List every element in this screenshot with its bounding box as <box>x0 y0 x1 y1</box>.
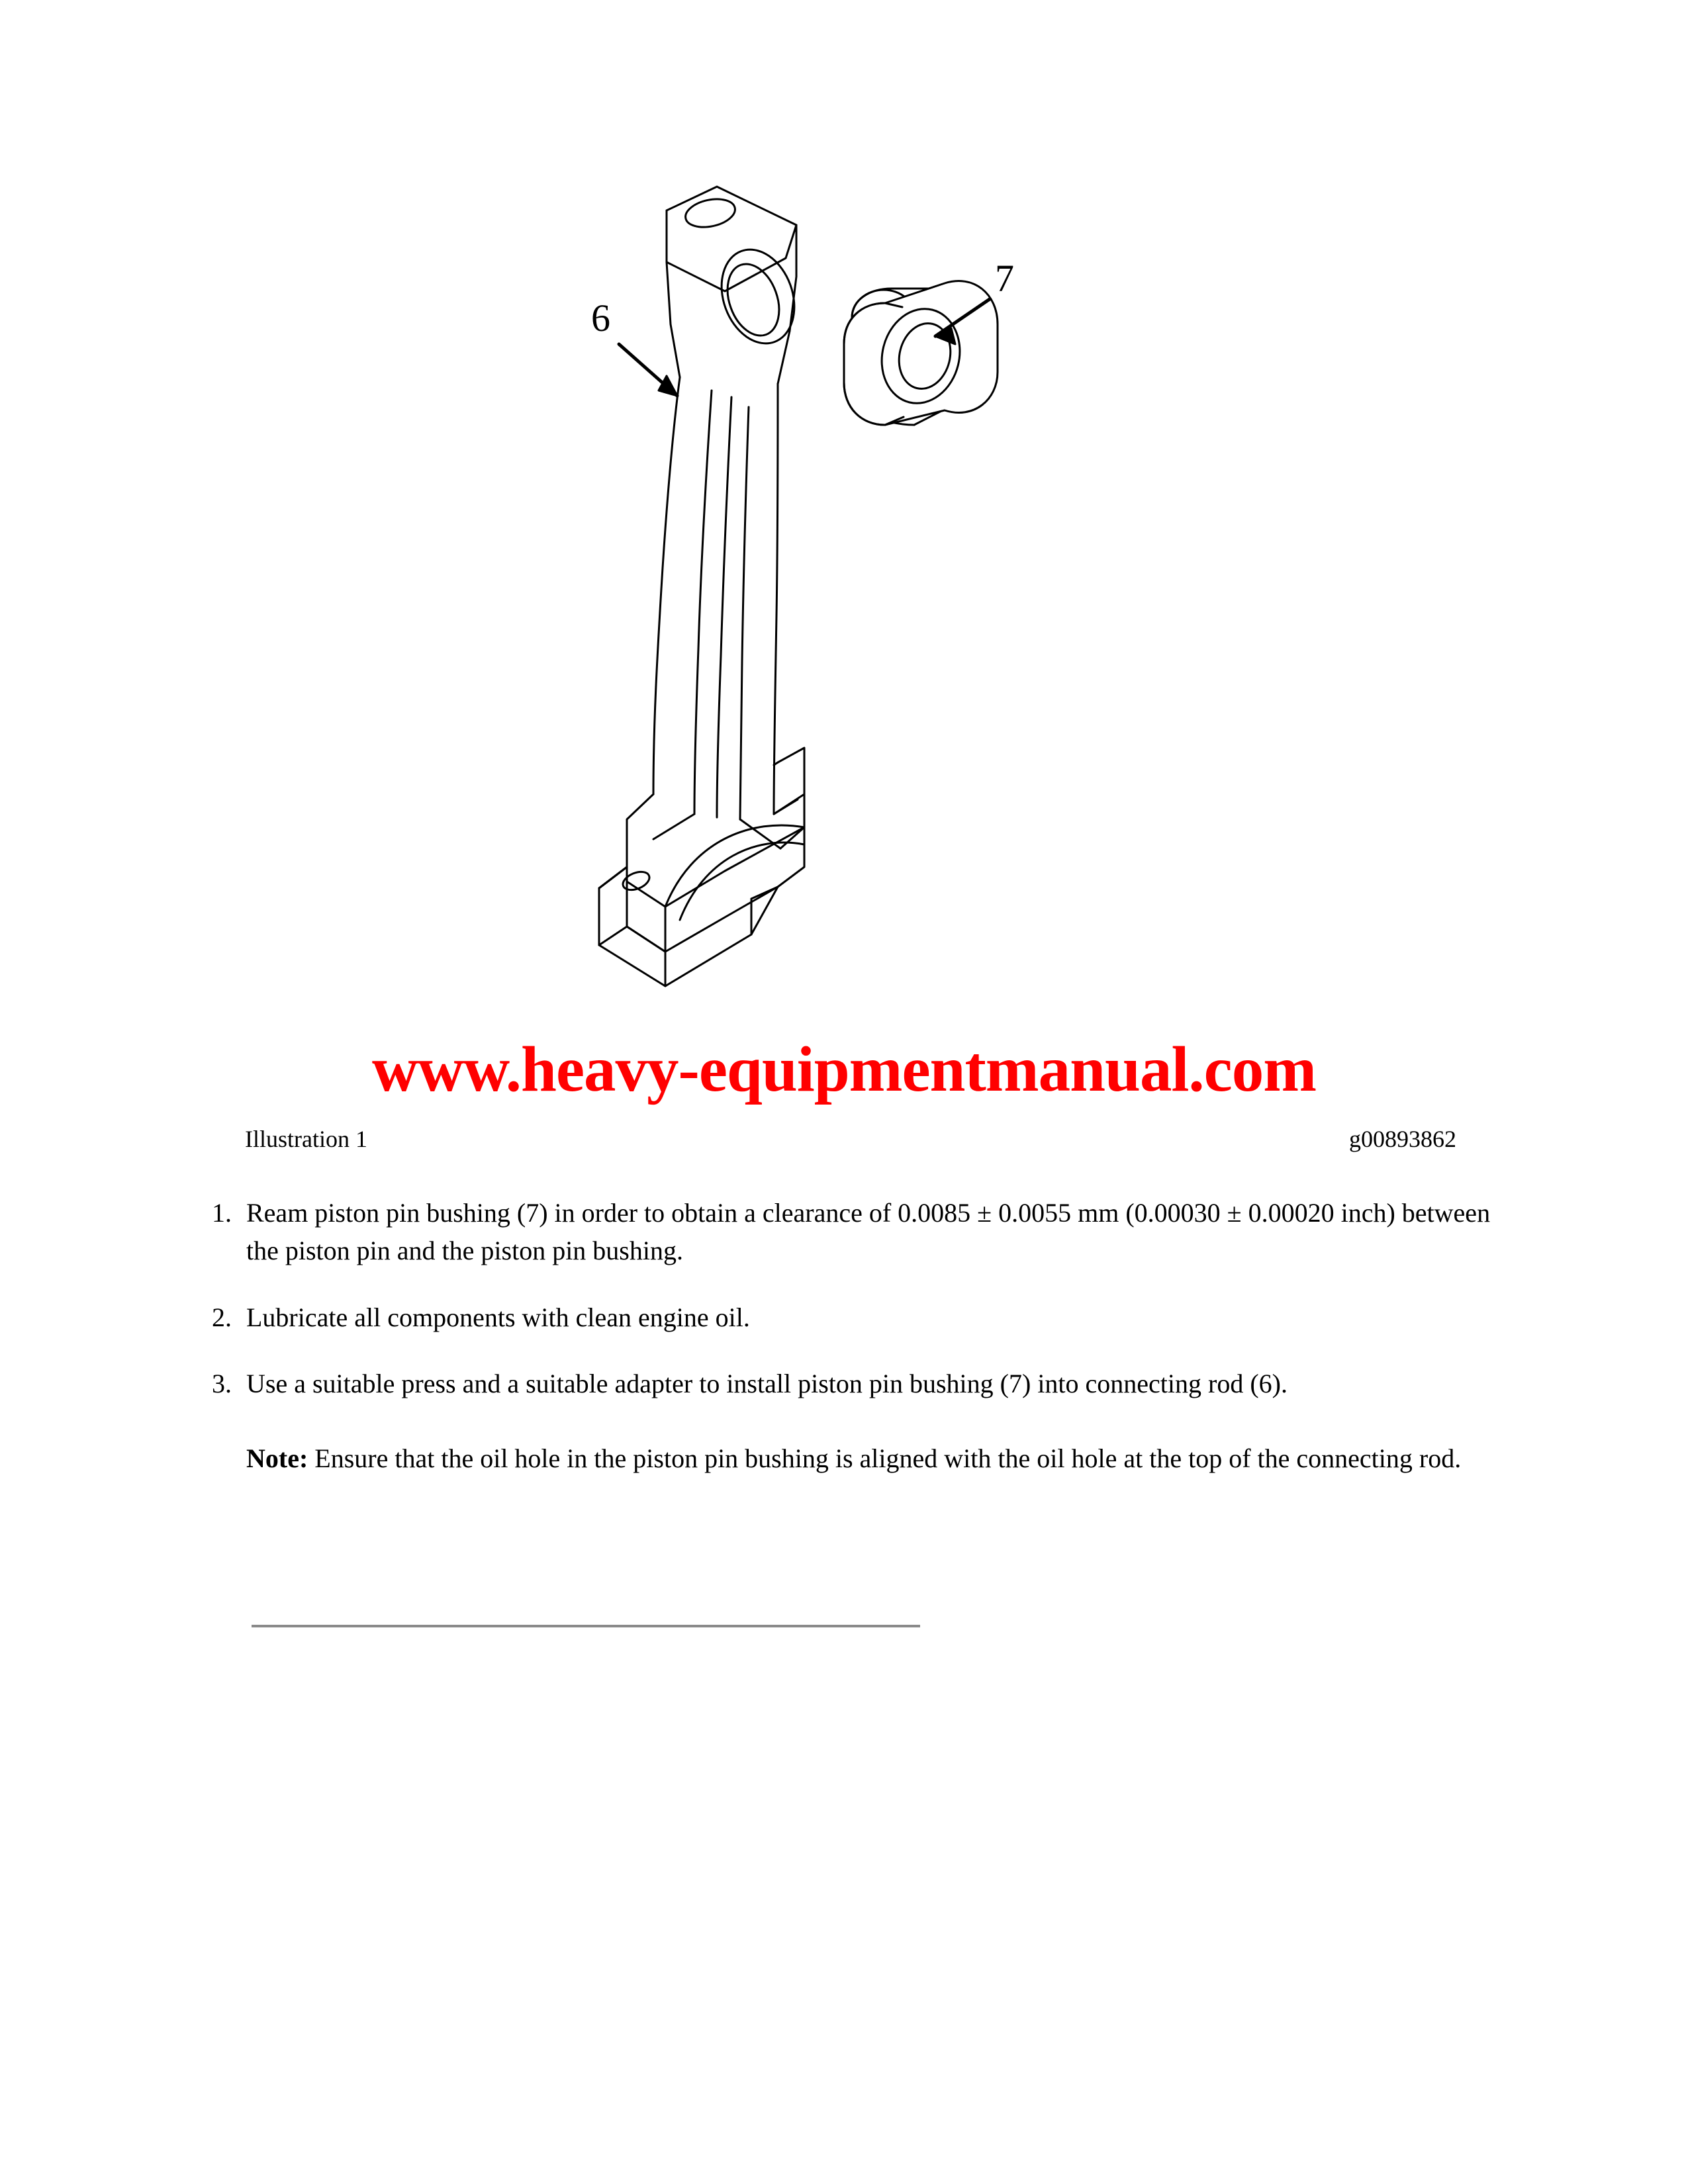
illustration-caption-row <box>245 1125 1456 1153</box>
step-number: 3. <box>212 1369 232 1399</box>
list-item <box>199 1195 1496 1270</box>
step-number: 1. <box>212 1198 232 1228</box>
step-number: 2. <box>212 1302 232 1332</box>
step-text: Lubricate all components with clean engine oil. <box>246 1302 750 1332</box>
step-text: Use a suitable press and a suitable adapter to install piston pin bushing (7) into connecting rod (6). <box>246 1369 1288 1399</box>
illustration-caption: Illustration 1 <box>245 1126 367 1152</box>
section-divider <box>252 1625 920 1627</box>
step-text: Ream piston pin bushing (7) in order to obtain a clearance of 0.0085 ± 0.0055 mm (0.00030 ± 0.00020 inch) between the piston pin and the piston pin bushing. <box>246 1198 1491 1265</box>
connecting-rod-diagram <box>381 126 1307 1072</box>
illustration-figure-id: g00893862 <box>1349 1126 1456 1152</box>
callout-label-6: 6 <box>591 296 610 340</box>
note-label: Note: <box>246 1443 308 1474</box>
note-text: Ensure that the oil hole in the piston pin bushing is aligned with the oil hole at the top of the connecting rod. <box>308 1443 1462 1474</box>
illustration-figure <box>0 126 1688 1099</box>
watermark-text: www.heavy-equipmentmanual.com <box>371 1034 1317 1105</box>
procedure-steps <box>199 1195 1496 1478</box>
list-item <box>199 1365 1496 1403</box>
list-item <box>199 1299 1496 1337</box>
callout-label-7: 7 <box>995 257 1014 300</box>
note-block <box>246 1440 1464 1478</box>
